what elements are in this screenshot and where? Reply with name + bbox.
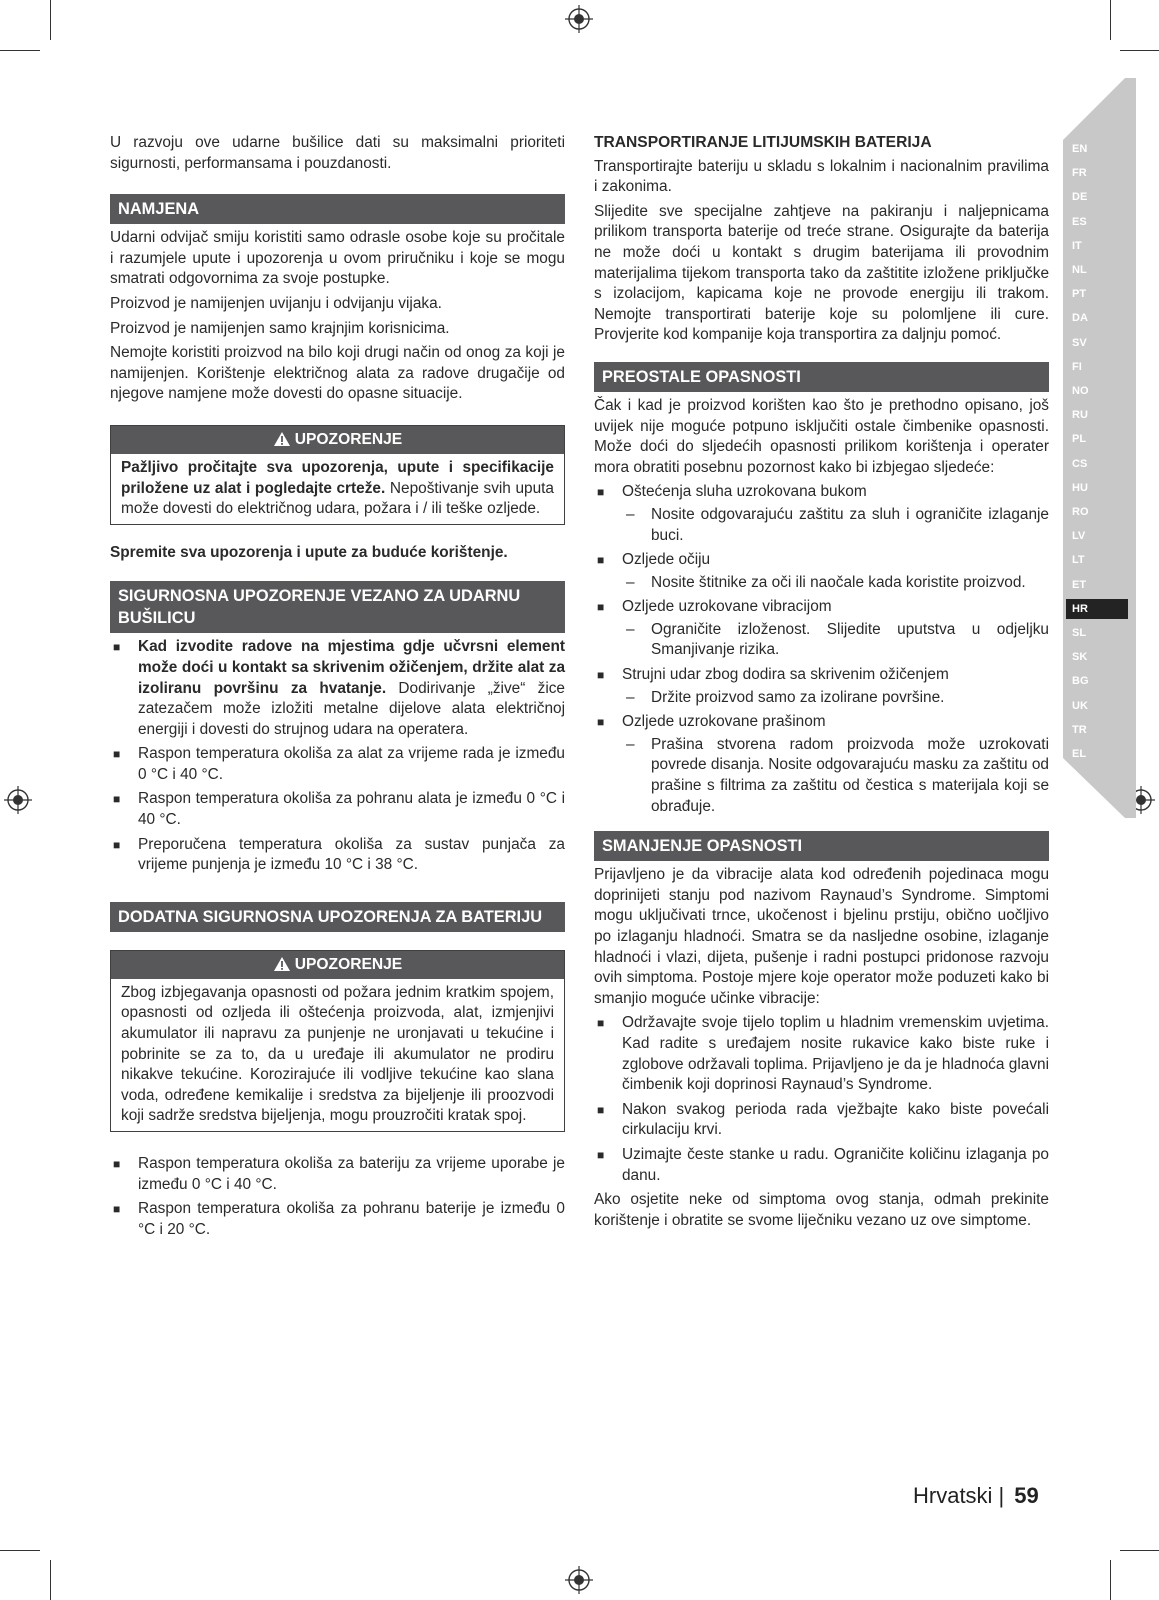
warning-title: [111, 951, 564, 979]
section-heading-battery-safety: DODATNA SIGURNOSNA UPOZORENJA ZA BATERIJU: [110, 902, 565, 932]
risk-reduction-list: [594, 1013, 1049, 1186]
list-item: [594, 550, 1049, 593]
namjena-paragraph: Nemojte koristiti proizvod na bilo koji drugi način od onog za koji je namijenjen. Korištenje električnog alata za radove drugačije od njegove namjene može dovesti do opasne situacije.: [110, 344, 565, 403]
language-tab-es[interactable]: ES: [1072, 215, 1087, 228]
footer-language: Hrvatski |: [913, 1483, 1005, 1508]
battery-warning-box: [110, 950, 565, 1132]
warning-title: [111, 426, 564, 454]
language-tab-sk[interactable]: SK: [1072, 651, 1088, 664]
language-tab-da[interactable]: DA: [1072, 312, 1088, 325]
warning-triangle-icon: [273, 431, 291, 447]
sub-list-item-text: Nosite štitnike za oči ili naočale kada koristite proizvod.: [651, 573, 1026, 591]
list-item: [594, 665, 1049, 708]
warning-body: [111, 454, 564, 524]
reduce-outro: Ako osjetite neke od simptoma ovog stanja, odmah prekinite korištenje i obratite se svome liječniku vezano uz ove simptome.: [594, 1191, 1049, 1229]
namjena-paragraph: Proizvod je namijenjen samo krajnjim korisnicima.: [110, 319, 450, 337]
language-tab-ro[interactable]: RO: [1072, 506, 1089, 518]
transport-heading: TRANSPORTIRANJE LITIJUMSKIH BATERIJA: [594, 134, 932, 151]
left-column: [110, 133, 565, 1244]
list-item-text: Ozljede uzrokovane vibracijom: [622, 598, 832, 616]
language-tab-uk[interactable]: UK: [1072, 699, 1088, 712]
list-item: [594, 1100, 1049, 1141]
section-heading-namjena: NAMJENA: [110, 194, 565, 224]
crop-mark: [50, 1560, 51, 1600]
bullet-square-icon: ■: [113, 1202, 121, 1217]
warning-box: [110, 425, 565, 525]
sub-list-item: – Držite proizvod samo za izolirane površine.: [626, 688, 945, 706]
warning-body: [111, 979, 564, 1131]
language-tab-en[interactable]: EN: [1072, 143, 1088, 155]
residual-intro: Čak i kad je proizvod korišten kao što je prethodno opisano, još uvijek nije moguće potpuno isključiti ostale čimbenike opasnosti. Može doći do sljedećih opasnosti prilikom korištenja i operater mora obratiti posebnu pozornost kako bi izbjegao sljedeće:: [594, 396, 1049, 476]
list-item: [110, 744, 565, 785]
language-tab-bg[interactable]: BG: [1072, 675, 1089, 688]
bullet-square-icon: ■: [597, 1147, 605, 1162]
list-item-text: Strujni udar zbog dodira sa skrivenim ožičenjem: [622, 666, 949, 684]
reduce-intro: Prijavljeno je da vibracije alata kod određenih pojedinaca mogu doprinijeti stanju pod nazivom Raynaud’s Syndrome. Simptomi mogu uključivati trnce, ukočenost i bjelinu prstiju, obično uočljivo po izlaganju hladnoći. Smatra se da nasljedne osobine, izlaganje hladnoći i vlazi, dijeta, pušenje i radni postupci pridonose razvoju ovih simptoma. Postoje mjere koje operator može poduzeti kako bi smanjio moguće učinke vibracije:: [594, 866, 1049, 1007]
bullet-square-icon: ■: [597, 600, 605, 615]
warning-title-text: UPOZORENJE: [294, 955, 403, 973]
language-tab-pl[interactable]: PL: [1072, 433, 1087, 446]
bullet-square-icon: ■: [597, 668, 605, 683]
list-item: [110, 637, 565, 740]
language-tab-pt[interactable]: PT: [1072, 288, 1087, 301]
section-heading-risk-reduction: SMANJENJE OPASNOSTI: [594, 831, 1049, 861]
language-tab-it[interactable]: IT: [1072, 239, 1082, 252]
namjena-paragraph: Proizvod je namijenjen uvijanju i odvijanju vijaka.: [110, 294, 442, 312]
sub-list-item-text: Ograničite izloženost. Slijedite uputstva u odjeljku Smanjivanje rizika.: [651, 620, 1049, 659]
section-heading-drill-safety: SIGURNOSNA UPOZORENJE VEZANO ZA UDARNU BUŠILICU: [110, 581, 565, 633]
bullet-square-icon: ■: [597, 553, 605, 568]
list-item-text: Ozljede očiju: [622, 551, 711, 569]
list-item-text: Dodirivanje „žive“ žice zatezačem može izložiti metalne dijelove alata električnoj energiji i dovesti do strujnog udara na operatera.: [138, 679, 565, 738]
warning-title-text: UPOZORENJE: [294, 430, 403, 448]
language-tab-hu[interactable]: HU: [1072, 481, 1088, 494]
list-item-bold: Kad izvodite radove na mjestima gdje učvrsni element može doći u kontakt sa skrivenim ožičenjem, držite alat za izoliranu površinu za hvatanje.: [138, 638, 565, 697]
sub-list-item: – Prašina stvorena radom proizvoda može uzrokovati povrede disanja. Nosite odgovarajuću masku za zaštitu od prašine s filtrima za zaštitu od čestica s materijala koji se obrađuje.: [626, 735, 1049, 815]
crop-mark: [1120, 1550, 1159, 1551]
language-tab-ru[interactable]: RU: [1072, 409, 1088, 422]
list-item-text: Raspon temperatura okoliša za bateriju za vrijeme uporabe je između 0 °C i 40 °C.: [138, 1155, 565, 1193]
language-tab-lv[interactable]: LV: [1072, 530, 1086, 543]
intro-paragraph: U razvoju ove udarne bušilice dati su maksimalni prioriteti sigurnosti, performansama i pouzdanosti.: [110, 134, 565, 172]
warning-text: Nepoštivanje svih uputa može dovesti do električnog udara, požara i / ili teške ozljede.: [121, 479, 554, 518]
namjena-paragraph: Udarni odvijač smiju koristiti samo odrasle osobe koje su pročitale i razumjele upute i upozorenja u ovom priručniku i koje se mogu smatrati odgovornima za svoje postupke.: [110, 229, 565, 288]
list-item-text: Ozljede uzrokovane prašinom: [622, 713, 826, 731]
right-column: [594, 133, 1049, 1235]
list-item: [594, 1145, 1049, 1186]
registration-mark-icon: [4, 786, 32, 814]
list-item-text: Nakon svakog perioda rada vježbajte kako biste povećali cirkulaciju krvi.: [622, 1100, 1049, 1139]
bullet-square-icon: ■: [113, 640, 121, 655]
bullet-square-icon: ■: [597, 1016, 605, 1031]
language-tab-fi[interactable]: FI: [1072, 360, 1082, 373]
list-item: [594, 712, 1049, 817]
crop-mark: [1110, 1560, 1111, 1600]
residual-risks-list: [594, 482, 1049, 817]
sub-list-item: – Nosite odgovarajuću zaštitu za sluh i ograničite izlaganje buci.: [626, 505, 1049, 544]
bullet-square-icon: ■: [597, 485, 605, 500]
battery-temperature-list: [110, 1154, 565, 1240]
bullet-square-icon: ■: [113, 792, 121, 807]
crop-mark: [1110, 0, 1111, 40]
list-item-text: Raspon temperatura okoliša za pohranu alata je između 0 °C i 40 °C.: [138, 790, 565, 829]
sub-list-item: – Ograničite izloženost. Slijedite uputstva u odjeljku Smanjivanje rizika.: [626, 620, 1049, 659]
bullet-square-icon: ■: [597, 1102, 605, 1117]
save-instructions-note: Spremite sva upozorenja i upute za buduće korištenje.: [110, 543, 508, 561]
language-tab-sl[interactable]: SL: [1072, 627, 1087, 639]
sub-list-item-text: Prašina stvorena radom proizvoda može uzrokovati povrede disanja. Nosite odgovarajuću masku za zaštitu od prašine s filtrima za zaštitu od čestica s materijala koji se obrađuje.: [651, 735, 1049, 815]
list-item: [594, 1013, 1049, 1095]
sub-list-item: – Nosite štitnike za oči ili naočale kada koristite proizvod.: [626, 573, 1026, 591]
crop-mark: [0, 50, 40, 51]
language-tab-hr[interactable]: HR: [1066, 599, 1128, 619]
list-item: [110, 1154, 565, 1195]
list-item-text: Raspon temperatura okoliša za pohranu baterije je između 0 °C i 20 °C.: [138, 1200, 565, 1238]
sub-list-item-text: Držite proizvod samo za izolirane površine.: [651, 688, 945, 706]
language-tab-lt[interactable]: LT: [1072, 554, 1085, 567]
list-item-text: Preporučena temperatura okoliša za sustav punjača za vrijeme punjenja je između 10 °C i 38 °C.: [138, 835, 565, 874]
transport-paragraph: Transportirajte bateriju u skladu s lokalnim i nacionalnim pravilima i zakonima.: [594, 157, 1049, 196]
language-tab-cs[interactable]: CS: [1072, 457, 1088, 470]
list-item-text: Održavajte svoje tijelo toplim u hladnim vremenskim uvjetima. Kad radite s uređajem nosite rukavice kako biste ruke i zglobove održavali toplima. Prijavljeno je da je hladnoća glavni čimbenik koji doprinosi Raynaud’s Syndrome.: [622, 1014, 1049, 1094]
list-item: [110, 789, 565, 830]
language-tab-et[interactable]: ET: [1072, 578, 1087, 591]
list-item-text: Raspon temperatura okoliša za alat za vrijeme rada je između 0 °C i 40 °C.: [138, 745, 565, 783]
warning-bold-text: Pažljivo pročitajte sva upozorenja, upute i specifikacije priložene uz alat i pogledajte crteže.: [121, 458, 554, 497]
crop-mark: [50, 0, 51, 40]
list-item-text: Uzimajte česte stanke u radu. Ograničite količinu izlaganja po danu.: [622, 1145, 1049, 1184]
language-tab-sv[interactable]: SV: [1072, 336, 1087, 349]
transport-paragraph: Slijedite sve specijalne zahtjeve na pakiranju i naljepnicama prilikom transporta baterije od treće strane. Osigurajte da baterija ne može doći u kontakt s drugim baterijama ili provodnim materijalima tijekom transporta tako da zaštitite izložene priključke s izolacijom, kapicama koje ne provode energiju ili trakom. Nemojte transportirati baterije koje su polomljene ili cure. Provjerite kod kompanije koja transportira za daljnju pomoć.: [594, 202, 1049, 344]
bullet-square-icon: ■: [113, 1157, 121, 1171]
list-item: [594, 597, 1049, 661]
crop-mark: [1120, 50, 1159, 51]
language-tab-fr[interactable]: FR: [1072, 167, 1087, 180]
list-item: [110, 1199, 565, 1240]
sub-list-item-text: Nosite odgovarajuću zaštitu za sluh i ograničite izlaganje buci.: [651, 505, 1049, 544]
language-tab-nl[interactable]: NL: [1072, 264, 1087, 276]
bullet-square-icon: ■: [113, 837, 121, 852]
language-tab-de[interactable]: DE: [1072, 191, 1088, 204]
drill-safety-list: [110, 637, 565, 876]
list-item: [594, 482, 1049, 546]
crop-mark: [0, 1550, 40, 1551]
list-item-text: Oštećenja sluha uzrokovana bukom: [622, 483, 867, 501]
bullet-square-icon: ■: [113, 747, 121, 762]
language-tab-no[interactable]: NO: [1072, 385, 1089, 397]
registration-mark-icon: [565, 1566, 593, 1594]
list-item: [110, 835, 565, 876]
language-tab-tr[interactable]: TR: [1072, 723, 1087, 736]
warning-triangle-icon: [273, 956, 291, 972]
language-tab-el[interactable]: EL: [1072, 748, 1087, 760]
section-heading-residual-risks: PREOSTALE OPASNOSTI: [594, 362, 1049, 392]
page-number: 59: [1014, 1483, 1039, 1508]
battery-warning-text: Zbog izbjegavanja opasnosti od požara jednim kratkim spojem, opasnosti od ozljeda ili oštećenja proizvoda, alat, izmjenjivi akumulator ili napravu za punjenje ne uronjavati u tekućine i pobrinite se za to, da u uređaje ili akumulator ne prodiru nikakve tekućine. Korozirajuće ili vodljive tekućine kao slana voda, određene kemikalije i sredstva za bijeljenje ili proozvodi koji sadrže sredstva bijeljenja, mogu prouzročiti kratak spoj.: [121, 983, 554, 1125]
bullet-square-icon: ■: [597, 715, 605, 730]
registration-mark-icon: [565, 5, 593, 33]
page-footer: [913, 1483, 1039, 1508]
